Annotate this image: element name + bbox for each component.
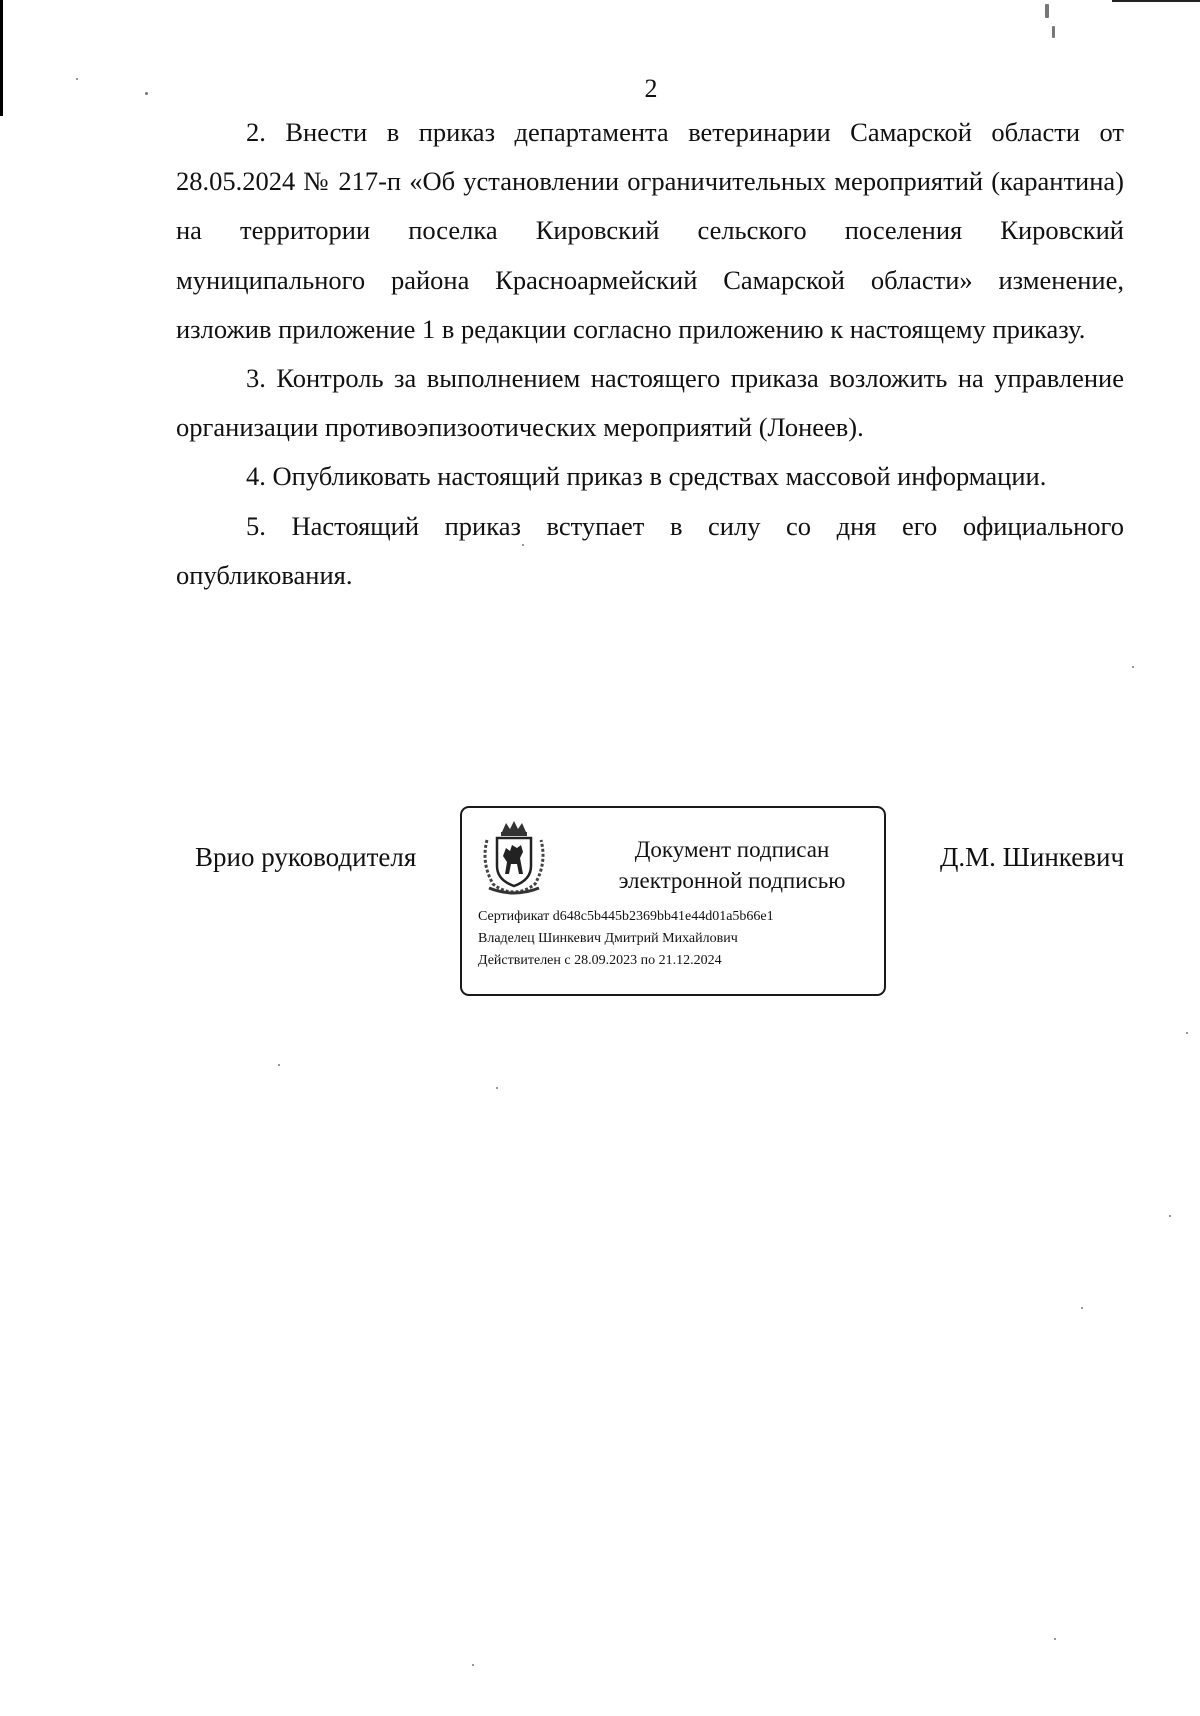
stamp-title-line-1: Документ подписан — [634, 837, 830, 862]
scan-speck — [145, 92, 148, 95]
scan-speck — [76, 78, 78, 80]
scan-speck — [472, 1664, 474, 1666]
page-number: 2 — [644, 74, 658, 103]
samara-coat-of-arms-icon — [479, 818, 549, 896]
paragraph-3: 3. Контроль за выполнением настоящего приказа возложить на управление организации противоэпизоотических мероприятий (Лонеев). — [176, 363, 1124, 443]
paragraph-2: 2. Внести в приказ департамента ветеринарии Самарской области от 28.05.2024 № 217-п «Об установлении ограничительных мероприятий (карантина) на территории поселка Кировский сельского поселения Кировский муниципального района Красноармейский Самарской области» изменение, изложив приложение 1 в редакции согласно приложению к настоящему приказу. — [176, 117, 1124, 344]
scan-speck — [1132, 666, 1134, 668]
electronic-signature-stamp — [460, 806, 886, 996]
paragraph-4: 4. Опубликовать настоящий приказ в средствах массовой информации. — [246, 461, 1047, 492]
scan-speck — [1045, 4, 1049, 18]
paragraph-5: 5. Настоящий приказ вступает в силу со дня его официального опубликования. — [176, 510, 1124, 590]
stamp-title-line-2: электронной подписью — [618, 868, 846, 893]
signatory-name: Д.М. Шинкевич — [940, 842, 1125, 872]
scan-speck — [1052, 26, 1055, 38]
document-body — [176, 108, 1124, 600]
scan-speck — [1186, 1032, 1188, 1034]
scan-speck — [496, 1087, 498, 1089]
scan-speck — [1054, 1638, 1056, 1640]
certificate-owner: Владелец Шинкевич Дмитрий Михайлович — [478, 931, 738, 946]
certificate-validity: Действителен с 28.09.2023 по 21.12.2024 — [478, 953, 722, 968]
scan-corner-rule — [1112, 0, 1200, 2]
scan-speck — [522, 544, 524, 546]
signatory-position: Врио руководителя — [195, 842, 417, 872]
scan-speck — [1169, 1215, 1171, 1217]
certificate-number: Сертификат d648c5b445b2369bb41e44d01a5b66e1 — [478, 909, 774, 924]
stamp-title — [582, 834, 882, 896]
scan-speck — [1081, 1307, 1083, 1309]
scan-speck — [278, 1064, 280, 1066]
